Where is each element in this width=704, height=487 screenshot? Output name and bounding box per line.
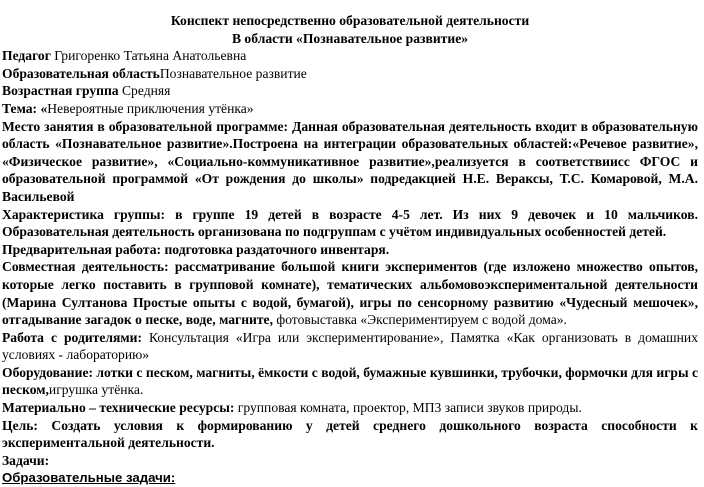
topic-value: Невероятные приключения утёнка» <box>47 100 254 116</box>
goal-paragraph: Цель: Создать условия к формированию у детей среднего дошкольного возраста способности к экспериментальной деятельности. <box>2 417 698 451</box>
joint-paragraph <box>2 258 698 328</box>
age-value: Средняя <box>118 83 171 99</box>
teacher-label: Педагог <box>2 48 51 64</box>
place-paragraph: Место занятия в образовательной программе: Данная образовательная деятельность входит в образовательную область «Познавательное развитие».Построена на интеграции образовательных областей:«Речевое развитие», «Физическое развитие», «Социально-коммуникативное развитие»,реализуется в соответствиисс ФГОС и образовательной программой «От рождения до школы» подредакцией Н.Е. Вераксы, Т.С. Комаровой, М.А. Васильевой <box>2 118 698 204</box>
material-value: групповая комната, проектор, МП3 записи звуков природы. <box>234 400 582 416</box>
equipment-bold: Оборудование: лотки с песком, магниты, ёмкости с водой, бумажные кувшинки, трубочки, формочки для игры с песком, <box>2 364 698 398</box>
material-paragraph <box>2 399 698 417</box>
tasks-heading: Задачи: <box>2 452 50 468</box>
equipment-paragraph <box>2 364 698 399</box>
equipment-normal: игрушка утёнка. <box>48 382 144 398</box>
topic-label: Тема: « <box>2 100 48 116</box>
age-line <box>2 82 698 100</box>
area-value: Познавательное развитие <box>159 65 307 81</box>
topic-line <box>2 100 698 118</box>
teacher-line <box>2 47 698 65</box>
edu-tasks-label: Образовательные задачи: <box>2 470 176 486</box>
group-paragraph: Характеристика группы: в группе 19 детей в возрасте 4-5 лет. Из них 9 девочек и 10 мальчиков. Образовательная деятельность организована по подгруппам с учётом индивидуальных особенностей детей. <box>2 206 698 240</box>
material-label: Материально – технические ресурсы: <box>2 400 235 416</box>
teacher-value: Григоренко Татьяна Анатольевна <box>50 48 247 64</box>
parents-label: Работа с родителями: <box>2 329 142 345</box>
parents-paragraph <box>2 329 698 364</box>
document-title-line1: Конспект непосредственно образовательной деятельности <box>170 13 530 28</box>
document-title-line2: В области «Познавательное развитие» <box>231 30 469 46</box>
age-label: Возрастная группа <box>2 83 119 99</box>
prep-paragraph: Предварительная работа: подготовка раздаточного инвентаря. <box>2 241 390 257</box>
edu-tasks-heading <box>2 469 698 487</box>
joint-bold: Совместная деятельность: рассматривание большой книги экспериментов (где изложено множество опытов, которые легко поставить в групповой комнате), тематических альбомовоэкспериментальной деятельности (Марина Султанова Простые опыты с водой, бумагой), игры по сенсорному развитию «Чудесный мешочек», отгадывание загадок о песке, воде, магните, <box>2 259 698 328</box>
area-label: Образовательная область <box>2 65 160 81</box>
parents-value: Консультация «Игра или экспериментирование», Памятка «Как организовать в домашних условиях - лабораторию» <box>2 329 698 363</box>
area-line <box>2 65 698 83</box>
joint-normal: фотовыставка «Экспериментируем с водой дома». <box>272 312 567 328</box>
